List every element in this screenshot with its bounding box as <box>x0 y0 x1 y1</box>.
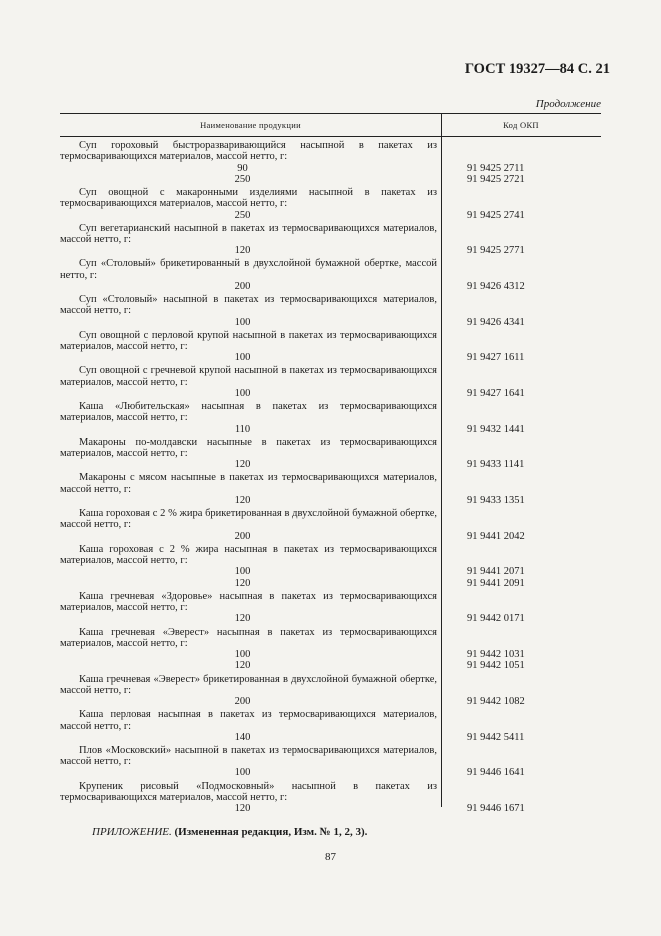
mass-code-line <box>60 696 601 707</box>
table-header-rule <box>60 136 601 137</box>
table-body <box>60 140 601 816</box>
product-name: Макароны с мясом насыпные в пакетах из термосваривающихся материалов, массой нетто, г: <box>60 472 437 495</box>
okp-code: 91 9433 1351 <box>467 495 525 507</box>
net-mass: 100 <box>234 388 251 400</box>
mass-code-line <box>60 459 601 470</box>
column-header-product-name: Наименование продукции <box>200 120 301 130</box>
okp-code: 91 9442 5411 <box>467 731 525 743</box>
net-mass: 120 <box>234 459 251 471</box>
table-row <box>60 187 601 223</box>
product-name: Суп овощной с перловой крупой насыпной в пакетах из термосваривающихся материалов, массой нетто, г: <box>60 329 437 353</box>
okp-code: 91 9432 1441 <box>467 423 525 435</box>
appendix-label: ПРИЛОЖЕНИЕ. <box>92 826 172 838</box>
table-row <box>60 223 601 259</box>
product-name: Плов «Московский» насыпной в пакетах из термосваривающихся материалов, массой нетто, г: <box>60 744 437 768</box>
table-row <box>60 437 601 473</box>
standard-reference: ГОСТ 19327—84 С. 21 <box>464 61 610 77</box>
okp-code: 91 9433 1141 <box>467 459 525 471</box>
net-mass: 120 <box>234 613 251 625</box>
okp-code: 91 9425 2741 <box>467 209 525 221</box>
net-mass: 120 <box>234 660 251 672</box>
mass-code-line <box>60 732 601 743</box>
product-name: Каша гречневая «Эверест» брикетированная в двухслойной бумажной обертке, массой нетто, г: <box>60 673 437 696</box>
okp-code: 91 9426 4312 <box>467 280 525 292</box>
okp-code: 91 9441 2042 <box>467 530 525 542</box>
okp-code: 91 9442 1051 <box>467 660 525 672</box>
product-name: Каша перловая насыпная в пакетах из термосваривающихся материалов, массой нетто, г: <box>60 709 437 732</box>
table-row <box>60 140 601 187</box>
net-mass: 100 <box>234 566 251 578</box>
okp-code: 91 9446 1671 <box>467 803 525 815</box>
mass-code-line <box>60 566 601 577</box>
okp-code: 91 9442 1082 <box>467 696 525 708</box>
product-name: Каша гречневая «Здоровье» насыпная в пакетах из термосваривающихся материалов, массой нетто, г: <box>60 590 437 614</box>
product-name: Суп «Столовый» брикетированный в двухслойной бумажной обертке, массой нетто, г: <box>60 258 437 281</box>
mass-code-line <box>60 352 601 363</box>
net-mass: 120 <box>234 577 251 589</box>
continuation-label: Продолжение <box>535 98 601 110</box>
net-mass: 100 <box>234 649 251 661</box>
product-table <box>60 113 601 815</box>
page-number: 87 <box>325 851 336 863</box>
mass-code-line <box>60 388 601 399</box>
product-name: Суп гороховый быстроразваривающийся насыпной в пакетах из термосваривающихся материалов, массой нетто, г: <box>60 140 437 163</box>
table-top-rule <box>60 113 601 114</box>
okp-code: 91 9425 2721 <box>467 173 525 185</box>
mass-code-line <box>60 767 601 778</box>
column-header-okp-code: Код ОКП <box>503 120 539 130</box>
mass-code-line <box>60 613 601 624</box>
net-mass: 120 <box>234 245 251 257</box>
mass-code-line <box>60 649 601 660</box>
table-row <box>60 472 601 508</box>
product-name: Каша «Любительская» насыпная в пакетах из термосваривающихся материалов, массой нетто, г: <box>60 401 437 424</box>
okp-code: 91 9427 1641 <box>467 388 525 400</box>
okp-code: 91 9441 2091 <box>467 577 525 589</box>
okp-code: 91 9441 2071 <box>467 566 525 578</box>
okp-code: 91 9442 0171 <box>467 613 525 625</box>
okp-code: 91 9425 2771 <box>467 245 525 257</box>
net-mass: 100 <box>234 352 251 364</box>
table-row <box>60 365 601 401</box>
net-mass: 110 <box>234 423 251 435</box>
net-mass: 250 <box>234 209 251 221</box>
product-name: Суп овощной с гречневой крупой насыпной в пакетах из термосваривающихся материалов, массой нетто, г: <box>60 365 437 388</box>
net-mass: 120 <box>234 495 251 507</box>
product-name: Суп овощной с макаронными изделиями насыпной в пакетах из термосваривающихся материалов, массой нетто, г: <box>60 186 437 210</box>
table-row <box>60 674 601 710</box>
table-row <box>60 781 601 817</box>
product-name: Суп «Столовый» насыпной в пакетах из термосваривающихся материалов, массой нетто, г: <box>60 294 437 317</box>
net-mass: 200 <box>234 280 251 292</box>
mass-code-line <box>60 803 601 814</box>
net-mass: 100 <box>234 767 251 779</box>
table-row <box>60 745 601 781</box>
mass-code-line <box>60 495 601 506</box>
row-spacer <box>60 814 601 816</box>
net-mass: 120 <box>234 803 251 815</box>
mass-code-line <box>60 174 601 185</box>
net-mass: 250 <box>234 173 251 185</box>
table-row <box>60 330 601 366</box>
product-name: Крупеник рисовый «Подмосковный» насыпной в пакетах из термосваривающихся материалов, массой нетто, г: <box>60 780 437 803</box>
net-mass: 200 <box>234 530 251 542</box>
net-mass: 140 <box>234 731 251 743</box>
mass-code-line <box>60 163 601 174</box>
mass-code-line <box>60 660 601 671</box>
mass-code-line <box>60 317 601 328</box>
table-row <box>60 508 601 544</box>
table-row <box>60 591 601 627</box>
table-row <box>60 294 601 330</box>
mass-code-line <box>60 424 601 435</box>
mass-code-line <box>60 531 601 542</box>
okp-code: 91 9425 2711 <box>467 162 525 174</box>
table-row <box>60 627 601 674</box>
table-row <box>60 258 601 294</box>
net-mass: 200 <box>234 696 251 708</box>
product-name: Суп вегетарианский насыпной в пакетах из термосваривающихся материалов, массой нетто, г: <box>60 222 437 245</box>
product-name: Макароны по-молдавски насыпные в пакетах из термосваривающихся материалов, массой нетто, г: <box>60 436 437 460</box>
net-mass: 100 <box>234 316 251 328</box>
product-name: Каша гороховая с 2 % жира насыпная в пакетах из термосваривающихся материалов, массой нетто, г: <box>60 543 437 567</box>
okp-code: 91 9446 1641 <box>467 767 525 779</box>
okp-code: 91 9442 1031 <box>467 649 525 661</box>
appendix-revision-note: (Измененная редакция, Изм. № 1, 2, 3). <box>174 826 368 838</box>
product-name: Каша гречневая «Эверест» насыпная в пакетах из термосваривающихся материалов, массой нетто, г: <box>60 626 437 649</box>
okp-code: 91 9426 4341 <box>467 316 525 328</box>
mass-code-line <box>60 578 601 589</box>
table-row <box>60 401 601 437</box>
mass-code-line <box>60 245 601 256</box>
mass-code-line <box>60 281 601 292</box>
net-mass: 90 <box>237 162 248 174</box>
product-name: Каша гороховая с 2 % жира брикетированная в двухслойной бумажной обертке, массой нетто, г: <box>60 508 437 531</box>
appendix-note <box>92 826 367 838</box>
table-row <box>60 544 601 591</box>
okp-code: 91 9427 1611 <box>467 352 525 364</box>
table-row <box>60 709 601 745</box>
mass-code-line <box>60 210 601 221</box>
